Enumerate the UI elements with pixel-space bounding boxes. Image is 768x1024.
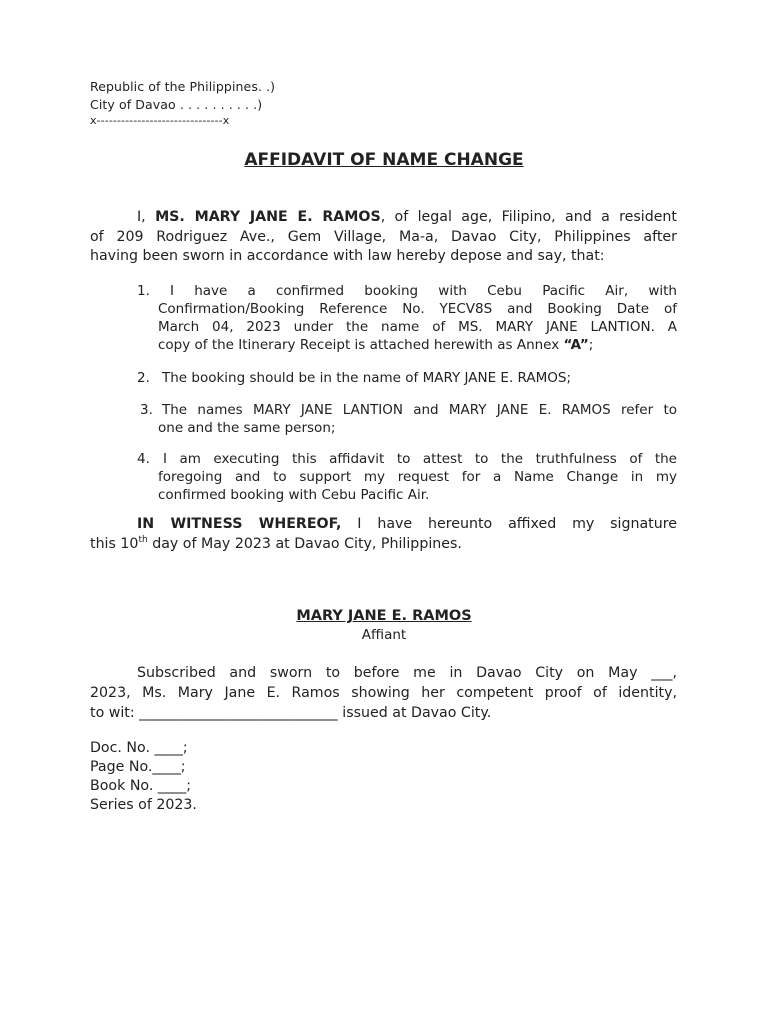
ordinal-suffix: th [138, 535, 148, 545]
intro-prefix: I, [137, 209, 156, 225]
jurat-line-2: 2023, Ms. Mary Jane E. Ramos showing her competent proof of identity, [90, 685, 677, 701]
item-4-line-3: confirmed booking with Cebu Pacific Air. [158, 487, 430, 503]
witness-date-pre: this 10 [90, 536, 139, 552]
annex-label: “A” [563, 337, 589, 353]
item-1-line-4-text: copy of the Itinerary Receipt is attached herewith as Annex [158, 337, 564, 353]
item-4-number: 4. [137, 451, 150, 467]
intro-line-2: of 209 Rodriguez Ave., Gem Village, Ma-a, Davao City, Philippines after [90, 229, 677, 245]
witness-date-post: day of May 2023 at Davao City, Philippines. [147, 536, 462, 552]
witness-line-1-rest: I have hereunto affixed my signature [341, 516, 677, 532]
series-year: Series of 2023. [90, 797, 197, 813]
page-title: AFFIDAVIT OF NAME CHANGE [244, 150, 524, 170]
affiant-signature-name: MARY JANE E. RAMOS [296, 608, 472, 624]
witness-line-1 [137, 516, 677, 532]
header-divider: x-------------------------------x [90, 114, 230, 127]
item-1-line-2: Confirmation/Booking Reference No. YECV8S and Booking Date of [158, 301, 677, 317]
jurat-line-1: Subscribed and sworn to before me in Davao City on May ___, [137, 665, 677, 681]
item-1-line-1: I have a confirmed booking with Cebu Pacific Air, with [170, 283, 677, 299]
item-1-number: 1. [137, 283, 150, 299]
item-2-line-1: The booking should be in the name of MARY JANE E. RAMOS; [162, 370, 571, 386]
item-1-line-3: March 04, 2023 under the name of MS. MARY JANE LANTION. A [158, 319, 677, 335]
page-number: Page No.____; [90, 759, 186, 775]
intro-line-3: having been sworn in accordance with law hereby depose and say, that: [90, 248, 605, 264]
item-1-line-4-end: ; [588, 337, 594, 353]
header-republic: Republic of the Philippines. .) [90, 79, 276, 94]
item-4-line-1: I am executing this affidavit to attest to the truthfulness of the [163, 451, 677, 467]
intro-line-1 [137, 209, 677, 225]
header-city: City of Davao . . . . . . . . . .) [90, 97, 263, 112]
item-1-line-4 [158, 337, 593, 353]
jurat-line-3: to wit: ____________________________ issued at Davao City. [90, 705, 492, 721]
item-4-line-2: foregoing and to support my request for a Name Change in my [158, 469, 677, 485]
item-2-number: 2. [137, 370, 150, 386]
item-3-line-2: one and the same person; [158, 420, 336, 436]
book-number: Book No. ____; [90, 778, 192, 794]
affiant-name-intro: MS. MARY JANE E. RAMOS [155, 209, 381, 225]
witness-heading: IN WITNESS WHEREOF, [137, 516, 342, 532]
affiant-label: Affiant [361, 627, 407, 643]
witness-line-2 [90, 536, 462, 552]
item-3-line-1: The names MARY JANE LANTION and MARY JANE E. RAMOS refer to [162, 402, 677, 418]
intro-line-1-rest: , of legal age, Filipino, and a resident [380, 209, 677, 225]
doc-number: Doc. No. ____; [90, 740, 188, 756]
item-3-number: 3. [140, 402, 153, 418]
